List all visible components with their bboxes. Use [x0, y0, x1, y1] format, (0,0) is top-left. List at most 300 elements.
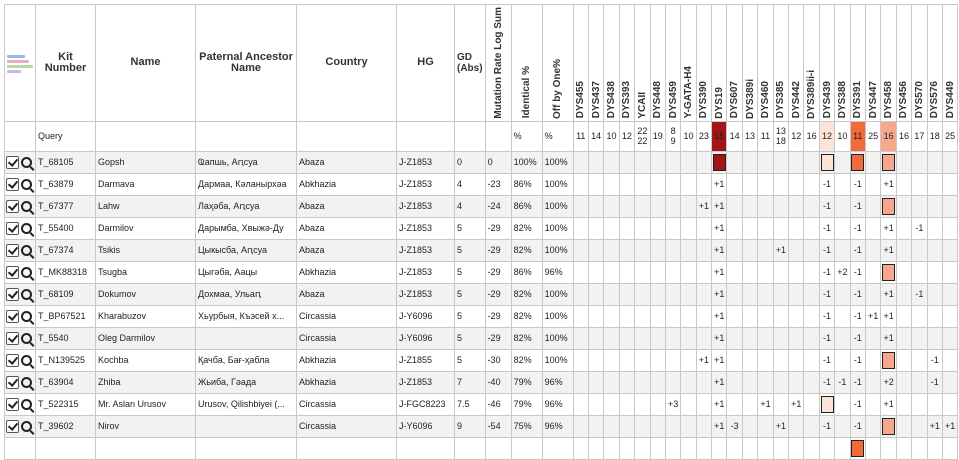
col-marker-dys570[interactable]	[912, 5, 927, 122]
magnifier-icon[interactable]	[21, 311, 32, 322]
cell-name: Oleg Darmilov	[96, 327, 196, 349]
col-marker-dys389i[interactable]	[742, 5, 757, 122]
marker-cell	[573, 437, 588, 459]
marker-cell: +1	[773, 415, 788, 437]
marker-cell: -1	[819, 305, 834, 327]
cell-off-by-one-pct: 100%	[542, 327, 573, 349]
marker-cell	[604, 415, 619, 437]
cell-mutation-rate: -29	[485, 327, 511, 349]
marker-cell	[773, 305, 788, 327]
magnifier-icon[interactable]	[21, 267, 32, 278]
row-checkbox[interactable]	[6, 200, 19, 213]
marker-cell	[573, 415, 588, 437]
cell-country: Abkhazia	[297, 261, 397, 283]
cell-kit-number: T_67374	[36, 239, 96, 261]
cell-name: Zhiba	[96, 371, 196, 393]
marker-label: DYS439	[821, 81, 833, 119]
row-checkbox[interactable]	[6, 376, 19, 389]
cell-paternal-ancestor: Хьурбыя, Къэсей х...	[196, 305, 297, 327]
cell-paternal-ancestor: Лаҳәба, Аԥсуа	[196, 195, 297, 217]
col-marker-dys390[interactable]	[696, 5, 711, 122]
table-row[interactable]	[5, 217, 958, 239]
marker-label: DYS388	[836, 81, 848, 119]
marker-label: DYS442	[790, 81, 802, 119]
col-marker-dys19[interactable]	[712, 5, 727, 122]
query-marker-value: 16	[896, 121, 911, 151]
row-actions	[5, 261, 36, 283]
col-marker-dys442[interactable]	[789, 5, 804, 122]
col-identical[interactable]	[511, 5, 542, 122]
marker-cell	[804, 437, 819, 459]
col-marker-y-gata-h4[interactable]	[681, 5, 696, 122]
marker-cell	[712, 151, 727, 173]
table-row[interactable]	[5, 305, 958, 327]
col-kit-number[interactable]: Kit Number	[36, 5, 96, 122]
marker-cell	[619, 393, 634, 415]
marker-label: DYS385	[775, 81, 787, 119]
table-row[interactable]	[5, 327, 958, 349]
cell-mutation-rate: -23	[485, 173, 511, 195]
marker-match-swatch	[851, 154, 864, 171]
query-identical: %	[511, 121, 542, 151]
marker-cell	[881, 349, 896, 371]
marker-cell: +1	[712, 393, 727, 415]
marker-cell: -1	[850, 195, 865, 217]
col-marker-dys460[interactable]	[758, 5, 773, 122]
cell-haplogroup: J-Z1853	[397, 151, 455, 173]
cell-name: Darmava	[96, 173, 196, 195]
query-blank	[96, 121, 196, 151]
marker-cell	[927, 195, 942, 217]
row-checkbox[interactable]	[6, 244, 19, 257]
col-off-by-one-label: Off by One%	[552, 58, 564, 119]
app-logo-icon	[7, 53, 33, 73]
query-marker-value: 15	[712, 121, 727, 151]
cell-identical-pct: 86%	[511, 195, 542, 217]
query-marker-value: 17	[912, 121, 927, 151]
row-actions	[5, 393, 36, 415]
marker-cell	[681, 173, 696, 195]
cell-mutation-rate: -24	[485, 195, 511, 217]
cell-haplogroup: J-Z1853	[397, 283, 455, 305]
col-marker-dys438[interactable]	[604, 5, 619, 122]
marker-cell	[865, 217, 880, 239]
marker-cell	[758, 261, 773, 283]
marker-cell	[619, 371, 634, 393]
marker-cell	[865, 239, 880, 261]
marker-cell	[789, 327, 804, 349]
col-marker-dys448[interactable]	[650, 5, 665, 122]
cell-haplogroup: J-Y6096	[397, 327, 455, 349]
marker-cell	[912, 305, 927, 327]
marker-cell	[865, 173, 880, 195]
cell-country: Circassia	[297, 327, 397, 349]
cell-identical-pct: 86%	[511, 261, 542, 283]
row-actions	[5, 151, 36, 173]
magnifier-icon[interactable]	[21, 179, 32, 190]
row-actions	[5, 239, 36, 261]
col-gd[interactable]: GD (Abs)	[455, 5, 486, 122]
marker-cell	[742, 239, 757, 261]
marker-label: DYS389i	[744, 78, 756, 119]
marker-label: DYS460	[759, 81, 771, 119]
cell-paternal-ancestor: Цыкысба, Аԥсуа	[196, 239, 297, 261]
marker-cell	[942, 327, 957, 349]
cell-gd: 9	[455, 415, 486, 437]
marker-cell	[881, 195, 896, 217]
marker-cell	[588, 327, 603, 349]
marker-cell	[742, 151, 757, 173]
marker-cell	[573, 283, 588, 305]
marker-cell	[665, 195, 680, 217]
marker-cell	[573, 239, 588, 261]
cell-off-by-one-pct: 100%	[542, 195, 573, 217]
marker-cell	[881, 437, 896, 459]
marker-cell: -1	[835, 371, 850, 393]
marker-cell: -1	[850, 217, 865, 239]
magnifier-icon[interactable]	[21, 289, 32, 300]
row-actions	[5, 283, 36, 305]
marker-cell	[927, 437, 942, 459]
marker-cell	[896, 283, 911, 305]
marker-cell	[758, 349, 773, 371]
cell-kit-number: T_68109	[36, 283, 96, 305]
query-off-by-one: %	[542, 121, 573, 151]
row-checkbox[interactable]	[6, 310, 19, 323]
marker-cell	[619, 261, 634, 283]
magnifier-icon[interactable]	[21, 245, 32, 256]
marker-label: Y-GATA-H4	[682, 66, 694, 119]
table-row[interactable]	[5, 283, 958, 305]
marker-cell	[942, 437, 957, 459]
marker-cell	[635, 173, 650, 195]
marker-cell	[665, 327, 680, 349]
marker-label: DYS455	[575, 81, 587, 119]
magnifier-icon[interactable]	[21, 355, 32, 366]
marker-cell	[819, 393, 834, 415]
marker-cell	[912, 393, 927, 415]
cell-haplogroup: J-FGC8223	[397, 393, 455, 415]
marker-cell: +1	[696, 349, 711, 371]
marker-cell	[619, 195, 634, 217]
marker-cell: +1	[712, 195, 727, 217]
cell-name: Lahw	[96, 195, 196, 217]
table-row[interactable]	[5, 261, 958, 283]
cell-haplogroup: J-Y6096	[397, 305, 455, 327]
cell-kit-number: T_N139525	[36, 349, 96, 371]
marker-cell	[727, 261, 742, 283]
col-marker-dys393[interactable]	[619, 5, 634, 122]
marker-cell	[865, 195, 880, 217]
col-marker-dys458[interactable]	[881, 5, 896, 122]
query-marker-value: 13 18	[773, 121, 788, 151]
marker-cell	[773, 283, 788, 305]
table-row[interactable]	[5, 415, 958, 437]
marker-cell: -3	[727, 415, 742, 437]
table-row[interactable]	[5, 349, 958, 371]
marker-cell	[650, 173, 665, 195]
marker-cell	[896, 327, 911, 349]
marker-cell	[942, 239, 957, 261]
marker-cell: -1	[819, 217, 834, 239]
cell-name: Gopsh	[96, 151, 196, 173]
marker-cell	[742, 305, 757, 327]
cell-haplogroup: J-Z1855	[397, 349, 455, 371]
marker-cell	[650, 327, 665, 349]
marker-cell	[758, 415, 773, 437]
marker-cell	[619, 437, 634, 459]
marker-cell	[742, 261, 757, 283]
cell-mutation-rate: -29	[485, 239, 511, 261]
marker-cell: +1	[712, 283, 727, 305]
marker-cell	[773, 261, 788, 283]
query-marker-value: 10	[681, 121, 696, 151]
table-row[interactable]	[5, 195, 958, 217]
col-off-by-one[interactable]	[542, 5, 573, 122]
marker-cell	[727, 217, 742, 239]
table-row[interactable]	[5, 393, 958, 415]
marker-cell	[665, 437, 680, 459]
cell-kit-number	[36, 437, 96, 459]
marker-cell	[604, 217, 619, 239]
marker-cell	[635, 151, 650, 173]
query-marker-value: 23	[696, 121, 711, 151]
marker-label: DYS456	[898, 81, 910, 119]
col-marker-dys439[interactable]	[819, 5, 834, 122]
magnifier-icon[interactable]	[21, 157, 32, 168]
marker-cell	[696, 261, 711, 283]
magnifier-icon[interactable]	[21, 377, 32, 388]
marker-cell	[789, 217, 804, 239]
col-marker-dys437[interactable]	[588, 5, 603, 122]
marker-cell	[942, 173, 957, 195]
col-marker-dys447[interactable]	[865, 5, 880, 122]
marker-cell	[635, 261, 650, 283]
col-marker-ycaii[interactable]	[635, 5, 650, 122]
magnifier-icon[interactable]	[21, 333, 32, 344]
table-row[interactable]	[5, 239, 958, 261]
marker-cell	[619, 283, 634, 305]
cell-paternal-ancestor: Жьиба, Гәада	[196, 371, 297, 393]
marker-cell	[927, 305, 942, 327]
col-paternal-ancestor[interactable]: Paternal Ancestor Name	[196, 5, 297, 122]
marker-cell	[650, 371, 665, 393]
cell-off-by-one-pct: 96%	[542, 371, 573, 393]
row-checkbox[interactable]	[6, 156, 19, 169]
query-marker-value: 11	[573, 121, 588, 151]
marker-cell	[727, 195, 742, 217]
query-marker-value: 12	[789, 121, 804, 151]
row-checkbox[interactable]	[6, 398, 19, 411]
cell-haplogroup: J-Z1853	[397, 261, 455, 283]
cell-paternal-ancestor: Дохмаа, Ульаԥ	[196, 283, 297, 305]
query-marker-value: 19	[650, 121, 665, 151]
col-marker-dys449[interactable]	[942, 5, 957, 122]
cell-off-by-one-pct: 100%	[542, 349, 573, 371]
marker-cell	[665, 151, 680, 173]
marker-cell	[942, 349, 957, 371]
col-marker-dys455[interactable]	[573, 5, 588, 122]
marker-cell	[696, 327, 711, 349]
col-marker-dys388[interactable]	[835, 5, 850, 122]
marker-cell	[789, 173, 804, 195]
marker-label: DYS576	[929, 81, 941, 119]
col-country[interactable]: Country	[297, 5, 397, 122]
marker-cell	[650, 195, 665, 217]
magnifier-icon[interactable]	[21, 421, 32, 432]
cell-name: Kochba	[96, 349, 196, 371]
marker-cell	[588, 173, 603, 195]
marker-cell	[789, 415, 804, 437]
cell-gd: 7	[455, 371, 486, 393]
cell-kit-number: T_63904	[36, 371, 96, 393]
cell-name: Nirov	[96, 415, 196, 437]
marker-cell	[912, 195, 927, 217]
marker-cell: +1	[789, 393, 804, 415]
marker-match-swatch	[851, 440, 864, 457]
marker-cell	[758, 151, 773, 173]
marker-cell	[681, 393, 696, 415]
marker-cell	[604, 437, 619, 459]
col-mutation-rate-label: Mutation Rate Log Sum	[492, 7, 504, 119]
cell-identical-pct: 79%	[511, 393, 542, 415]
marker-cell	[650, 217, 665, 239]
query-blank	[397, 121, 455, 151]
marker-cell	[942, 283, 957, 305]
table-row[interactable]	[5, 437, 958, 459]
marker-cell	[789, 437, 804, 459]
marker-cell: -1	[850, 349, 865, 371]
cell-mutation-rate: -29	[485, 261, 511, 283]
marker-cell	[942, 305, 957, 327]
row-checkbox[interactable]	[6, 354, 19, 367]
col-marker-dys389ii-i[interactable]	[804, 5, 819, 122]
cell-off-by-one-pct: 100%	[542, 239, 573, 261]
row-checkbox[interactable]	[6, 178, 19, 191]
marker-cell: +1	[712, 217, 727, 239]
marker-cell: +1	[927, 415, 942, 437]
marker-cell	[835, 173, 850, 195]
cell-country: Abaza	[297, 195, 397, 217]
row-checkbox[interactable]	[6, 332, 19, 345]
table-row[interactable]	[5, 151, 958, 173]
marker-cell	[727, 371, 742, 393]
marker-cell	[835, 437, 850, 459]
marker-cell: +1	[712, 349, 727, 371]
marker-cell	[635, 239, 650, 261]
marker-cell	[758, 173, 773, 195]
marker-match-swatch	[882, 198, 895, 215]
cell-identical-pct: 82%	[511, 239, 542, 261]
marker-cell: +1	[712, 239, 727, 261]
row-checkbox[interactable]	[6, 266, 19, 279]
cell-identical-pct: 82%	[511, 217, 542, 239]
col-hg[interactable]: HG	[397, 5, 455, 122]
cell-paternal-ancestor: Дарымба, Хвыжә-Ду	[196, 217, 297, 239]
marker-cell: -1	[927, 349, 942, 371]
cell-identical-pct: 75%	[511, 415, 542, 437]
marker-cell: -1	[850, 327, 865, 349]
col-marker-dys607[interactable]	[727, 5, 742, 122]
col-marker-dys391[interactable]	[850, 5, 865, 122]
marker-cell	[789, 305, 804, 327]
cell-gd: 4	[455, 173, 486, 195]
marker-cell	[912, 261, 927, 283]
marker-cell	[573, 393, 588, 415]
marker-cell	[635, 217, 650, 239]
marker-cell	[758, 371, 773, 393]
magnifier-icon[interactable]	[21, 399, 32, 410]
marker-cell	[588, 151, 603, 173]
col-marker-dys459[interactable]	[665, 5, 680, 122]
marker-cell	[804, 415, 819, 437]
marker-cell	[865, 393, 880, 415]
header-row	[5, 5, 958, 122]
table-row[interactable]	[5, 173, 958, 195]
magnifier-icon[interactable]	[21, 201, 32, 212]
marker-cell	[804, 195, 819, 217]
cell-kit-number: T_MK88318	[36, 261, 96, 283]
marker-cell	[835, 217, 850, 239]
table-row[interactable]	[5, 371, 958, 393]
marker-cell	[773, 173, 788, 195]
cell-mutation-rate: -29	[485, 283, 511, 305]
cell-paternal-ancestor	[196, 437, 297, 459]
marker-cell	[681, 305, 696, 327]
marker-cell: -1	[850, 173, 865, 195]
col-marker-dys576[interactable]	[927, 5, 942, 122]
query-marker-value: 22 22	[635, 121, 650, 151]
cell-paternal-ancestor: Дармаа, Кәланырхәа	[196, 173, 297, 195]
cell-mutation-rate: -40	[485, 371, 511, 393]
col-marker-dys456[interactable]	[896, 5, 911, 122]
marker-cell	[588, 415, 603, 437]
marker-cell: +1	[942, 415, 957, 437]
marker-cell: +1	[712, 327, 727, 349]
cell-paternal-ancestor: Цыгәба, Аацы	[196, 261, 297, 283]
marker-cell	[835, 349, 850, 371]
query-blank	[455, 121, 486, 151]
cell-off-by-one-pct: 100%	[542, 283, 573, 305]
marker-cell	[881, 261, 896, 283]
col-mutation-rate[interactable]	[485, 5, 511, 122]
cell-identical-pct: 82%	[511, 327, 542, 349]
marker-cell	[773, 151, 788, 173]
marker-label: DYS19	[713, 86, 725, 119]
magnifier-icon[interactable]	[21, 223, 32, 234]
query-marker-value: 16	[881, 121, 896, 151]
row-checkbox[interactable]	[6, 420, 19, 433]
row-checkbox[interactable]	[6, 288, 19, 301]
marker-cell	[835, 393, 850, 415]
query-marker-value: 12	[619, 121, 634, 151]
query-marker-value: 12	[819, 121, 834, 151]
cell-kit-number: T_522315	[36, 393, 96, 415]
marker-cell	[635, 327, 650, 349]
marker-cell	[604, 151, 619, 173]
cell-country: Abkhazia	[297, 173, 397, 195]
col-name[interactable]: Name	[96, 5, 196, 122]
cell-country	[297, 437, 397, 459]
cell-gd	[455, 437, 486, 459]
cell-gd: 5	[455, 217, 486, 239]
row-checkbox[interactable]	[6, 222, 19, 235]
marker-cell: -1	[819, 349, 834, 371]
col-marker-dys385[interactable]	[773, 5, 788, 122]
cell-off-by-one-pct	[542, 437, 573, 459]
marker-cell	[681, 283, 696, 305]
cell-haplogroup: J-Z1853	[397, 239, 455, 261]
